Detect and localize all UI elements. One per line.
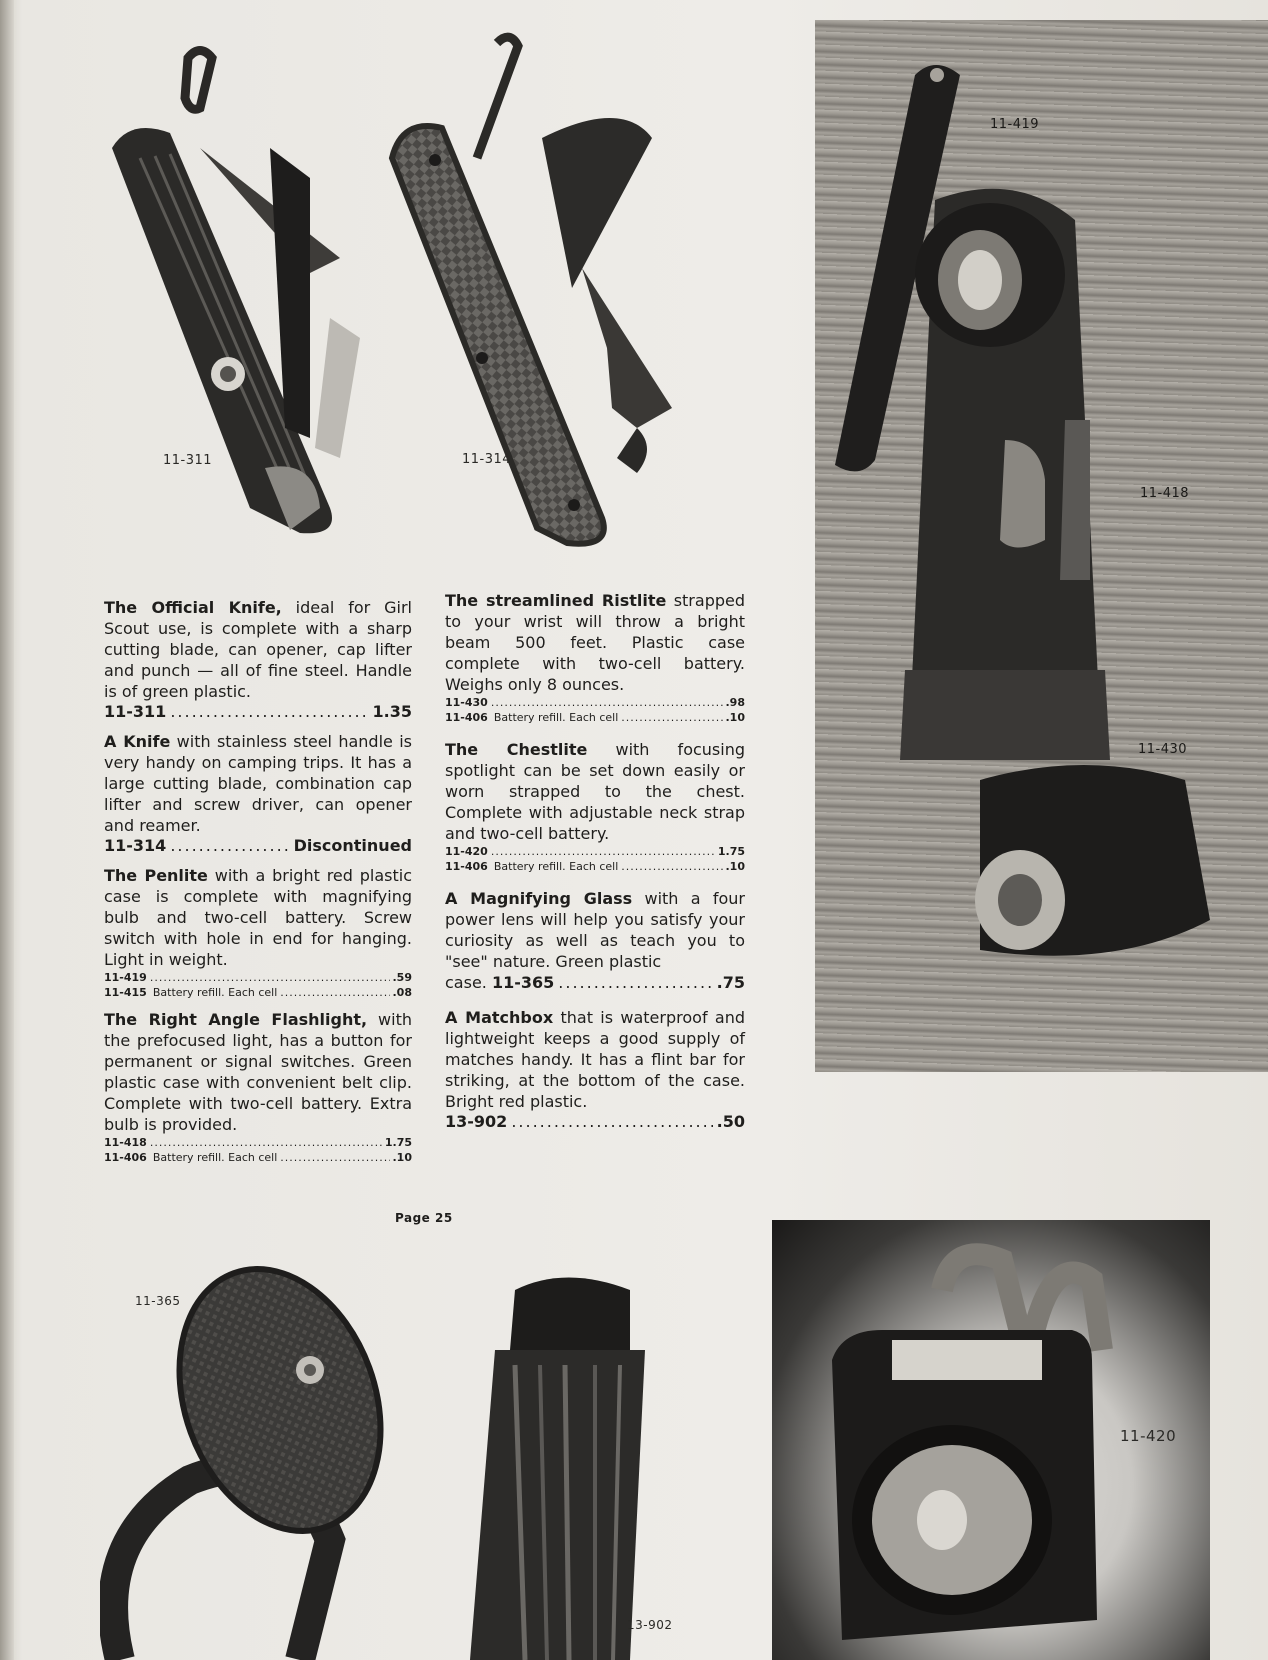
official-knife-price: 1.35 [372, 702, 412, 721]
right-angle-price-line [104, 1135, 412, 1150]
photo-label-11-420: 11-420 [1120, 1427, 1177, 1445]
ristlite-price: .98 [725, 696, 745, 709]
ristlite-entry [445, 590, 745, 725]
photo-label-11-314: 11-314 [462, 452, 512, 467]
dot-leader [491, 695, 723, 710]
page-number: Page 25 [395, 1211, 453, 1225]
steel-knife-price-line [104, 836, 412, 856]
chestlite-price-line [445, 844, 745, 859]
dot-leader [511, 1112, 712, 1132]
page-spine [0, 0, 14, 1660]
ristlite-price-line [445, 695, 745, 710]
chestlite-refill-line [445, 859, 745, 874]
matchbox-code: 13-902 [445, 1112, 508, 1131]
magnifier-desc: with a four power lens will help you satisfy your curiosity as well as teach you to "see" nature. Green plastic [445, 889, 745, 971]
photo-label-11-419: 11-419 [990, 117, 1040, 132]
right-angle-price: 1.75 [384, 1136, 412, 1149]
text-column-left [104, 597, 412, 1174]
ristlite-code: 11-430 [445, 696, 488, 709]
official-knife-title: The Official Knife, [104, 598, 282, 617]
photo-label-13-902: 13-902 [627, 1618, 673, 1632]
photo-label-11-430: 11-430 [1138, 742, 1188, 757]
chestlite-price: 1.75 [717, 845, 745, 858]
penlite-desc: with a bright red plastic case is complete with magnifying bulb and two-cell battery. Screw switch with hole in end for hanging. Light in weight. [104, 866, 412, 969]
steel-knife-price: Discontinued [293, 836, 412, 855]
penlite-refill-price: .08 [392, 986, 412, 999]
chestlite-entry [445, 739, 745, 874]
photo-label-11-311: 11-311 [163, 453, 213, 468]
matchbox-photo [455, 1270, 680, 1660]
dot-leader [621, 710, 722, 725]
magnifier-price: .75 [716, 973, 745, 992]
penlite-price-line [104, 970, 412, 985]
matchbox-title: A Matchbox [445, 1008, 554, 1027]
steel-knife-title: A Knife [104, 732, 171, 751]
penlite-price: .59 [392, 971, 412, 984]
dot-leader [170, 702, 368, 722]
right-angle-refill-line [104, 1150, 412, 1165]
right-angle-refill-desc: Battery refill. Each cell [152, 1151, 278, 1164]
magnifier-title: A Magnifying Glass [445, 889, 633, 908]
penlite-title: The Penlite [104, 866, 208, 885]
matchbox-entry [445, 1007, 745, 1132]
ristlite-refill-code: 11-406 [445, 711, 488, 724]
official-knife-desc: ideal for Girl Scout use, is complete with a sharp cutting blade, can opener, cap lifter and punch — all of fine steel. Handle is of green plastic. [104, 598, 412, 701]
ristlite-desc: strapped to your wrist will throw a bright beam 500 feet. Plastic case complete with two-cell battery. Weighs only 8 ounces. [445, 591, 746, 694]
chestlite-refill-desc: Battery refill. Each cell [493, 860, 619, 873]
penlite-refill-code: 11-415 [104, 986, 147, 999]
dot-leader [150, 970, 390, 985]
ristlite-title: The streamlined Ristlite [445, 591, 667, 610]
chestlite-code: 11-420 [445, 845, 488, 858]
photo-label-11-418: 11-418 [1140, 486, 1190, 501]
official-knife-photo [100, 38, 370, 538]
text-column-right [445, 590, 745, 1141]
flashlights-photo [815, 20, 1268, 1072]
magnifier-entry [445, 888, 745, 993]
right-angle-desc: with the prefocused light, has a button for permanent or signal switches. Green plastic case with convenient belt clip. Complete with two-cell battery. Extra bulb is provided. [104, 1010, 413, 1134]
ristlite-refill-desc: Battery refill. Each cell [493, 711, 619, 724]
chestlite-refill-price: .10 [725, 860, 745, 873]
steel-knife-desc: with stainless steel handle is very handy on camping trips. It has a large cutting blade, combination cap lifter and screw driver, can opener and reamer. [104, 732, 413, 835]
photo-label-11-365: 11-365 [135, 1294, 181, 1308]
dot-leader [280, 985, 389, 1000]
steel-knife-code: 11-314 [104, 836, 167, 855]
official-knife-code: 11-311 [104, 702, 167, 721]
dot-leader [558, 972, 712, 993]
dot-leader [150, 1135, 382, 1150]
right-angle-entry [104, 1009, 412, 1165]
dot-leader [280, 1150, 389, 1165]
matchbox-price-line [445, 1112, 745, 1132]
matchbox-price: .50 [716, 1112, 745, 1131]
magnifier-code: 11-365 [491, 973, 555, 992]
official-knife-entry [104, 597, 412, 722]
chestlite-title: The Chestlite [445, 740, 588, 759]
ristlite-refill-price: .10 [725, 711, 745, 724]
right-angle-code: 11-418 [104, 1136, 147, 1149]
dot-leader [170, 836, 289, 856]
dot-leader [621, 859, 722, 874]
right-angle-title: The Right Angle Flashlight, [104, 1010, 368, 1029]
magnifier-price-line [445, 972, 745, 993]
chestlite-desc: with focusing spotlight can be set down easily or worn strapped to the chest. Complete with adjustable neck strap and two-cell battery. [445, 740, 745, 843]
penlite-refill-desc: Battery refill. Each cell [152, 986, 278, 999]
steel-knife-photo [382, 28, 682, 548]
penlite-code: 11-419 [104, 971, 147, 984]
penlite-refill-line [104, 985, 412, 1000]
right-angle-refill-code: 11-406 [104, 1151, 147, 1164]
chestlite-refill-code: 11-406 [445, 860, 488, 873]
dot-leader [491, 844, 715, 859]
steel-knife-entry [104, 731, 412, 856]
official-knife-price-line [104, 702, 412, 722]
right-angle-refill-price: .10 [392, 1151, 412, 1164]
ristlite-refill-line [445, 710, 745, 725]
magnifier-tail: case. [445, 973, 487, 992]
matchbox-desc: that is waterproof and lightweight keeps a good supply of matches handy. It has a flint bar for striking, at the bottom of the case. Bright red plastic. [445, 1008, 745, 1111]
penlite-entry [104, 865, 412, 1000]
